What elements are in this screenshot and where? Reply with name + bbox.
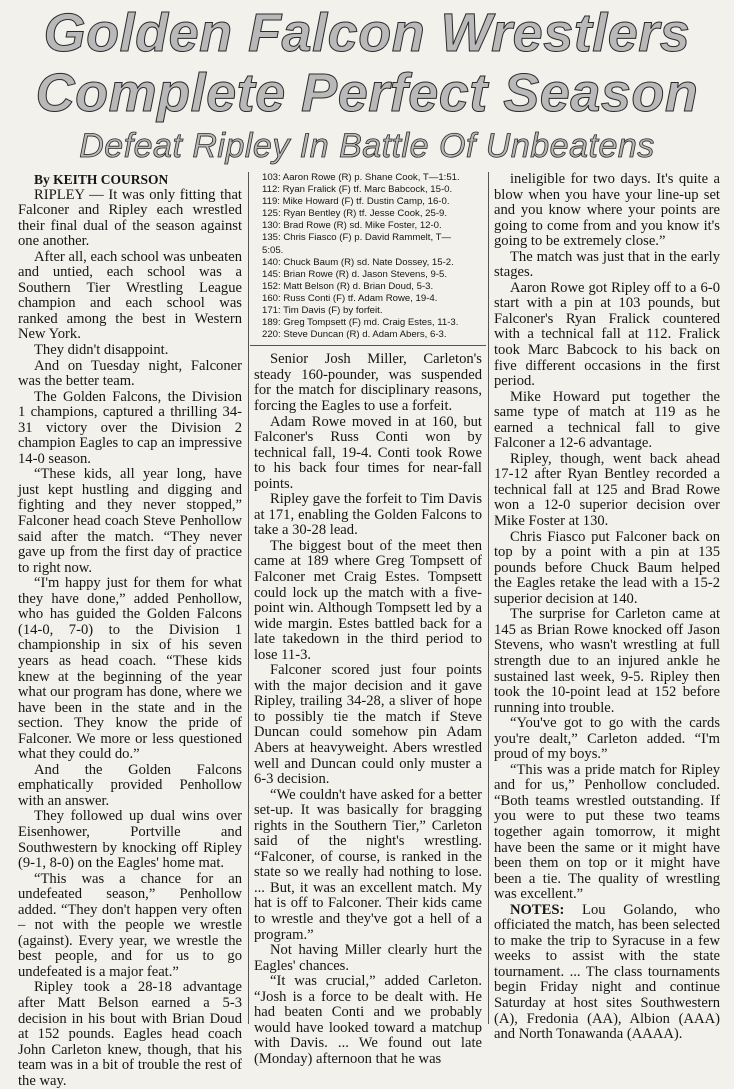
article-paragraph: ineligible for two days. It's quite a blow when you have your line-up set and you know where your points are going to come from and you know it's going to be extremely close.” [494,171,720,250]
result-line: 130: Brad Rowe (R) sd. Mike Foster, 12-0. [262,220,442,232]
notes-paragraph [494,903,720,1043]
article-paragraph: “This was a chance for an undefeated season,” Penhollow added. “They don't happen very often – not with the people we wrestle (against). Every year, we wrestle the best people, and for us to go undefeated is a major feat.” [18,870,242,980]
result-line: 140: Chuck Baum (R) sd. Nate Dossey, 15-2. [262,256,454,268]
article-paragraph: Adam Rowe moved in at 160, but Falconer's Russ Conti won by technical fall, 19-4. Conti took Rowe to his back four times for near-fall points. [254,413,482,492]
result-line: 220: Steve Duncan (R) d. Adam Abers, 6-3. [262,329,447,341]
result-line: 145: Brian Rowe (R) d. Jason Stevens, 9-5. [262,268,448,280]
article-column-1 [18,172,242,1089]
article-paragraph: Ripley gave the forfeit to Tim Davis at 171, enabling the Golden Falcons to take a 30-28 lead. [254,491,482,539]
result-line: 160: Russ Conti (F) tf. Adam Rowe, 19-4. [262,292,438,304]
article-paragraph: Ripley, though, went back ahead 17-12 after Ryan Bentley recorded a technical fall at 125 and Brad Rowe won a 12-0 superior decision over Mike Foster at 130. [494,450,720,530]
article-paragraph: The surprise for Carleton came at 145 as Brian Rowe knocked off Jason Stevens, who wasn't wrestling at full strength due to an injured ankle he sustained last week, 9-5. Ripley then took the 10-point lead at 152 before running into trouble. [494,606,720,716]
column-1-body [18,188,242,1089]
article-paragraph: “It was crucial,” added Carleton. “Josh is a force to be dealt with. He had beaten Conti and we probably would have looked toward a matchup with Davis. ... We found out late (Monday) afternoon that he was [254,973,482,1067]
article-paragraph: The biggest bout of the meet then came at 189 where Greg Tompsett of Falconer met Craig Estes. Tompsett could lock up the match with a five-point win. Although Tompsett led by a wide margin. Estes battled back for a late takedown in the third period to lose 11-3. [254,537,482,663]
article-paragraph: The Golden Falcons, the Division 1 champions, captured a thrilling 34-31 victory over the Division 2 champion Eagles to cap an impressive 14-0 season. [18,388,242,467]
column-rule [248,172,249,1024]
article-paragraph: And on Tuesday night, Falconer was the better team. [18,357,242,390]
article-paragraph: Senior Josh Miller, Carleton's steady 160-pounder, was suspended for the match for disciplinary reasons, forcing the Eagles to use a forfeit. [254,351,482,414]
column-rule [488,172,489,1024]
article-paragraph: Chris Fiasco put Falconer back on top by a point with a pin at 135 pounds before Chuck Baum helped the Eagles retake the lead with a 15-2 superior decision at 140. [494,528,720,607]
byline: By KEITH COURSON [34,172,169,187]
headline-line-1: Golden Falcon Wrestlers [43,3,691,63]
result-line: 125: Ryan Bentley (R) tf. Jesse Cook, 25-9. [262,208,448,220]
result-line: 5:05. [262,244,284,256]
result-line: 171: Tim Davis (F) by forfeit. [262,305,383,317]
article-paragraph: Ripley took a 28-18 advantage after Matt Belson earned a 5-3 decision in his bout with Brian Doud at 152 pounds. Eagles head coach John Carleton knew, though, that his team was in a bit of trouble the rest of the way. [18,979,242,1089]
article-paragraph: “These kids, all year long, have just kept hustling and digging and fighting and they never stopped,” Falconer head coach Steve Penhollow said after the match. “They never gave up from the first day of practice to right now. [18,466,242,576]
article-paragraph: And the Golden Falcons emphatically provided Penhollow with an answer. [18,761,242,809]
article-paragraph: After all, each school was unbeaten and untied, each school was a Southern Tier Wrestling League champion and each school was ranked among the best in Western New York. [18,248,242,343]
article-paragraph: Mike Howard put together the same type of match at 119 as he earned a technical fall to give Falconer a 12-6 advantage. [494,388,720,452]
column-2-body [254,352,482,1067]
article-paragraph: Falconer scored just four points with the major decision and it gave Ripley, trailing 34-28, a sliver of hope to possibly tie the match if Steve Duncan could somehow pin Adam Abers at heavyweight. Abers wrestled well and Duncan could only muster a 6-3 decision. [254,662,482,788]
result-line: 119: Mike Howard (F) tf. Dustin Camp, 16-0. [262,196,450,208]
result-line: 189: Greg Tompsett (F) md. Craig Estes, 11-3. [262,317,459,329]
column-3-body [494,172,720,903]
article-paragraph: “I'm happy just for them for what they have done,” added Penhollow, who has guided the Golden Falcons (14-0, 7-0) to the Division 1 championship in six of his seven years as head coach. “These kids knew at the beginning of the year what our program has done, where we have been in the state and in the section. They know the pride of Falconer. We more or less questioned what they could do.” [18,575,242,763]
article-paragraph: RIPLEY — It was only fitting that Falconer and Ripley each wrestled their final dual of the season against one another. [18,186,242,250]
article-paragraph: “You've got to go with the cards you're dealt,” Carleton added. “I'm proud of my boys.” [494,715,720,763]
result-line: 135: Chris Fiasco (F) p. David Rammelt, T— [262,232,452,244]
notes-label: NOTES: [510,901,565,918]
headline-line-2: Complete Perfect Season [35,63,699,123]
article-paragraph: Aaron Rowe got Ripley off to a 6-0 start with a pin at 103 pounds, but Falconer's Ryan Fralick countered with a technical fall at 112. Fralick took Marc Babcock to his back on five different occasions in the first period. [494,279,720,390]
article-column-3 [494,171,720,1043]
article-paragraph: “This was a pride match for Ripley and for us,” Penhollow concluded. “Both teams wrestled outstanding. If you were to put these two teams together again tomorrow, it might have been the same or it might have been them on top or it might have been a tie. The quality of wrestling was excellent.” [494,761,720,903]
result-line: 103: Aaron Rowe (R) p. Shane Cook, T—1:51. [262,172,460,183]
subheadline: Defeat Ripley In Battle Of Unbeatens [79,127,655,165]
result-line: 112: Ryan Fralick (F) tf. Marc Babcock, 15-0. [262,184,453,196]
article-paragraph: The match was just that in the early stages. [494,248,720,281]
article-paragraph: They followed up dual wins over Eisenhower, Portville and Southwestern by knocking off Ripley (9-1, 8-0) on the Eagles' home mat. [18,808,242,872]
article-paragraph: They didn't disappoint. [34,342,169,359]
article-column-2 [254,172,482,1067]
result-line: 152: Matt Belson (R) d. Brian Doud, 5-3. [262,280,434,292]
article-paragraph: Not having Miller clearly hurt the Eagles' chances. [254,942,482,974]
results-divider [250,345,486,346]
notes-text: Lou Golando, who officiated the match, has been selected to make the trip to Syracuse in a few weeks to assist with the state tournament. ... The class tournaments begin Friday night and continue Saturday at host sites Southwestern (A), Fredonia (AA), Albion (AAA) and North Tonawanda (AAAA). [494,901,720,1043]
match-results-box [262,172,482,341]
article-paragraph: “We couldn't have asked for a better set-up. It was basically for bragging rights in the Southern Tier,” Carleton said of the night's wrestling. “Falconer, of course, is ranked in the state so we really had nothing to lose. ... But, it was an excellent match. My hat is off to Falconer. Their kids came to wrestle and they've got a hell of a program.” [254,786,482,943]
